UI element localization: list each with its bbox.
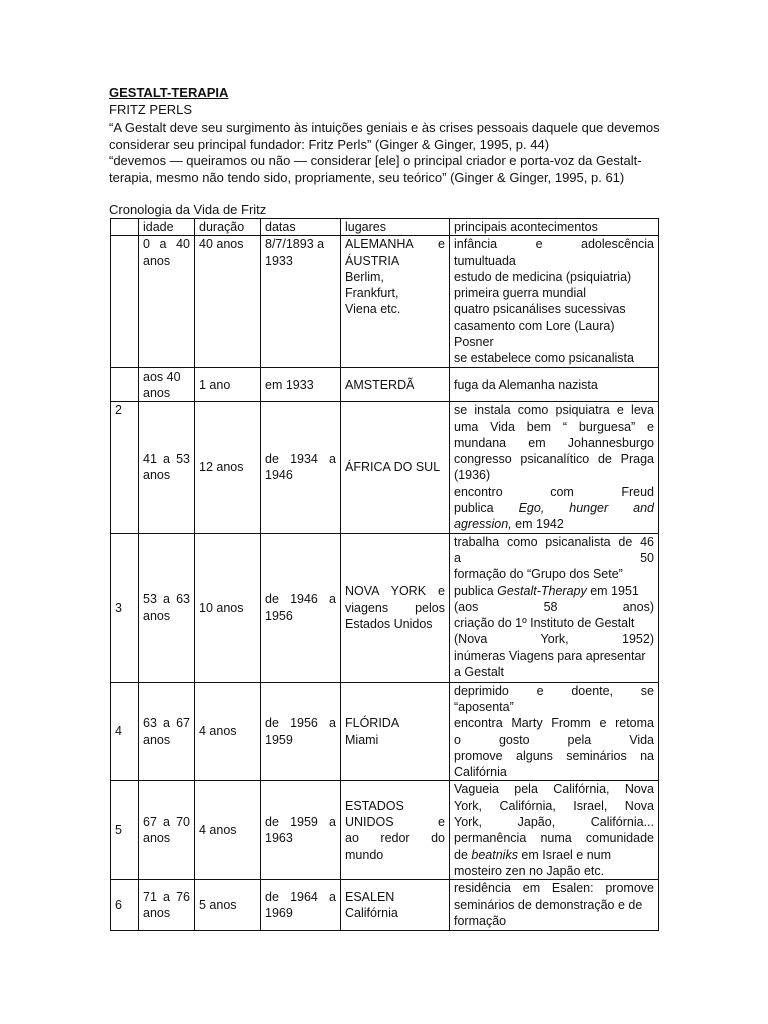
row-lugares: AMSTERDÃ (341, 368, 450, 402)
row-idade: 0 a 40 anos (139, 236, 195, 368)
row-lugares (341, 682, 450, 781)
event-line: encontra Marty Fromm e retoma (454, 716, 654, 731)
event-line: quatro psicanálises sucessivas (454, 302, 626, 317)
row-lugares (341, 533, 450, 682)
row-number: 2 (111, 402, 139, 533)
event-line: se estabelece como psicanalista (454, 351, 634, 366)
event-text: em Israel e num (517, 847, 612, 862)
row-lugares: ÁFRICA DO SUL (341, 402, 450, 533)
event-line: criação do 1º Instituto de Gestalt (454, 616, 635, 631)
row-datas: em 1933 (261, 368, 341, 402)
table-row (111, 880, 659, 931)
row-number: 4 (111, 682, 139, 781)
event-line: permanência numa comunidade (454, 831, 654, 846)
row-datas: de 1956 a 1959 (261, 682, 341, 781)
event-line: mosteiro zen no Japão etc. (454, 863, 605, 878)
event-line: a Gestalt (454, 665, 505, 680)
lugar-line: Berlim, (345, 269, 384, 284)
row-idade: 41 a 53 anos (139, 402, 195, 533)
quote-1-line-2: considerar seu principal fundador: Fritz Perls” (Ginger & Ginger, 1995, p. 44) (109, 137, 550, 152)
event-text: publica (454, 501, 494, 516)
event-line: primeira guerra mundial (454, 286, 587, 301)
event-line: a 50 (454, 550, 654, 565)
event-line: formação (454, 914, 507, 929)
event-line: infância e adolescência (454, 237, 654, 252)
event-line: trabalha como psicanalista de 46 (454, 534, 654, 549)
lugar-line: Miami (345, 732, 379, 747)
document-subtitle: FRITZ PERLS (109, 102, 193, 117)
row-duracao: 10 anos (195, 533, 261, 682)
row-lugares (341, 781, 450, 880)
event-line: promove alguns seminários na (454, 748, 654, 763)
lugar-line: Estados Unidos (345, 616, 433, 631)
row-acontecimentos (450, 781, 659, 880)
document-title: GESTALT-TERAPIA (109, 85, 229, 100)
row-idade: aos 40 anos (139, 368, 195, 402)
event-line (454, 500, 654, 516)
row-lugares (341, 236, 450, 368)
event-line: (Nova York, 1952) (454, 632, 654, 647)
event-italic: Ego, hunger and (518, 501, 654, 516)
event-line: Vagueia pela Califórnia, Nova (454, 782, 654, 797)
row-idade: 71 a 76 anos (139, 880, 195, 931)
row-number (111, 368, 139, 402)
event-line: casamento com Lore (Laura) (454, 318, 615, 333)
lugar-line: ao redor do (345, 831, 445, 846)
row-datas: de 1964 a 1969 (261, 880, 341, 931)
event-line: (aos 58 anos) (454, 599, 654, 614)
row-duracao: 12 anos (195, 402, 261, 533)
event-italic: beatniks (471, 847, 518, 862)
header-lugares: lugares (341, 219, 450, 236)
event-line: seminários de demonstração e de (454, 897, 643, 912)
row-datas: 8/7/1893 a 1933 (261, 236, 341, 368)
event-line: estudo de medicina (psiquiatria) (454, 269, 632, 284)
lugar-line: mundo (345, 847, 384, 862)
lugar-line: ESTADOS (345, 798, 404, 813)
row-number: 3 (111, 533, 139, 682)
event-line: mundana em Johannesburgo (454, 435, 654, 450)
table-row (111, 781, 659, 880)
lugar-line: ESALEN (345, 890, 395, 905)
table-row (111, 236, 659, 368)
quote-2-line-2: terapia, mesmo não tendo sido, propriamente, seu teórico” (Ginger & Ginger, 1995, p. 61) (109, 170, 625, 185)
chronology-table (110, 218, 659, 931)
row-lugares (341, 880, 450, 931)
quote-2-line-1: “devemos — queiramos ou não — considerar [ele] o principal criador e porta-voz da Gestalt- (109, 153, 642, 168)
row-acontecimentos (450, 533, 659, 682)
event-line: residência em Esalen: promove (454, 881, 654, 896)
event-line: inúmeras Viagens para apresentar (454, 648, 646, 663)
event-line: deprimido e doente, se (454, 683, 654, 698)
row-idade: 63 a 67 anos (139, 682, 195, 781)
row-duracao: 4 anos (195, 682, 261, 781)
lugar-line: ÁUSTRIA (345, 253, 400, 268)
header-duracao: duração (195, 219, 261, 236)
event-line: encontro com Freud (454, 484, 654, 499)
event-line: Posner (454, 335, 494, 350)
row-acontecimentos: fuga da Alemanha nazista (450, 368, 659, 402)
table-row (111, 368, 659, 402)
table-header-row (111, 219, 659, 236)
lugar-line: UNIDOS e (345, 815, 445, 830)
event-line: (1936) (454, 468, 491, 483)
event-line (454, 847, 654, 863)
row-acontecimentos (450, 682, 659, 781)
event-line: o gosto pela Vida (454, 732, 654, 747)
row-duracao: 5 anos (195, 880, 261, 931)
table-caption: Cronologia da Vida de Fritz (109, 202, 267, 217)
quote-1-line-1: “A Gestalt deve seu surgimento às intuições geniais e às crises pessoais daquele que devemos (109, 120, 660, 135)
row-number (111, 236, 139, 368)
event-text: de (454, 847, 468, 862)
event-line (454, 516, 654, 532)
lugar-line: FLÓRIDA (345, 716, 400, 731)
table-row (111, 682, 659, 781)
row-acontecimentos (450, 236, 659, 368)
row-duracao: 1 ano (195, 368, 261, 402)
event-line: tumultuada (454, 253, 516, 268)
row-number: 5 (111, 781, 139, 880)
event-line: York, Japão, Califórnia... (454, 815, 654, 830)
header-datas: datas (261, 219, 341, 236)
header-num (111, 219, 139, 236)
event-line: formação do “Grupo dos Sete” (454, 567, 623, 582)
row-datas: de 1934 a 1946 (261, 402, 341, 533)
lugar-line: Califórnia (345, 906, 398, 921)
event-line: se instala como psiquiatra e leva (454, 403, 654, 418)
row-datas: de 1959 a 1963 (261, 781, 341, 880)
header-acontecimentos: principais acontecimentos (450, 219, 659, 236)
event-line: congresso psicanalítico de Praga (454, 452, 654, 467)
lugar-line: Viena etc. (345, 302, 401, 317)
table-row (111, 533, 659, 682)
row-idade: 67 a 70 anos (139, 781, 195, 880)
lugar-line: ALEMANHA e (345, 237, 445, 252)
event-text: publica (454, 583, 494, 598)
event-line: Califórnia (454, 765, 507, 780)
header-idade: idade (139, 219, 195, 236)
lugar-line: NOVA YORK e (345, 584, 445, 599)
row-duracao: 40 anos (195, 236, 261, 368)
event-text: em 1942 (511, 517, 564, 532)
row-duracao: 4 anos (195, 781, 261, 880)
row-number: 6 (111, 880, 139, 931)
lugar-line: viagens pelos (345, 600, 445, 615)
row-idade: 53 a 63 anos (139, 533, 195, 682)
row-datas: de 1946 a 1956 (261, 533, 341, 682)
event-line: “aposenta” (454, 699, 514, 714)
row-acontecimentos (450, 402, 659, 533)
table-row (111, 402, 659, 533)
event-line (454, 583, 654, 599)
event-italic: agression, (454, 517, 512, 532)
event-text: em 1951 (586, 583, 639, 598)
lugar-line: Frankfurt, (345, 286, 399, 301)
event-italic: Gestalt-Therapy (497, 583, 587, 598)
row-acontecimentos (450, 880, 659, 931)
event-line: uma Vida bem “ burguesa” e (454, 419, 654, 434)
event-line: York, Califórnia, Israel, Nova (454, 798, 654, 813)
